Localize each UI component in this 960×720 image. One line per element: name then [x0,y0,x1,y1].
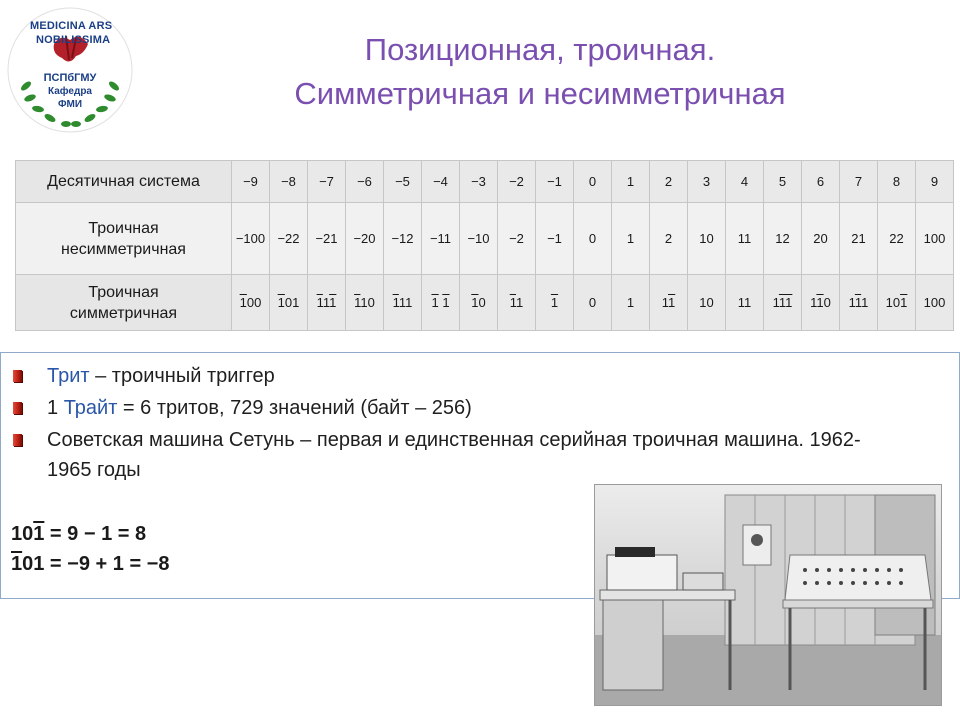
table-cell-asymmetric: 1 [612,203,650,275]
table-cell-symmetric [498,275,536,331]
digit-negative-one: 1 [550,295,559,310]
table-cell-asymmetric: 100 [916,203,954,275]
digit-group: 10 [885,295,901,310]
logo [6,6,134,134]
table-cell-decimal: 6 [802,161,840,203]
table-cell-asymmetric: 12 [764,203,802,275]
table-row-asymmetric [16,203,954,275]
bullet-text: Советская машина Сетунь – первая и единственная серийная троичная машина. 1962-1965 годы [47,429,861,481]
bullet-square-icon [13,434,22,446]
table-cell-symmetric [574,275,612,331]
digit-group: 1 [626,295,635,310]
row-label-line-1: Троичная [88,219,159,237]
bullet-square-icon [13,402,22,414]
bullet-text: – троичный триггер [89,365,275,387]
title-line-2: Симметричная и несимметричная [294,76,786,111]
bullet-square-icon [13,370,22,382]
digit-negative-one: 1 [329,295,337,310]
digit-group: 0 [588,295,597,310]
table-cell-symmetric [840,275,878,331]
table-cell-decimal: 5 [764,161,802,203]
digit-negative-one: 1 [471,295,479,310]
digit-negative-one: 1 [442,295,450,310]
equation-part: 10 [11,523,34,545]
bullet-list [11,361,891,487]
table-cell-decimal: −6 [346,161,384,203]
digit-group: 11 [398,295,413,310]
table-cell-asymmetric: −21 [308,203,346,275]
digit-negative-one: 1 [392,295,399,310]
digit-negative-one: 1 [816,295,824,310]
table-cell-asymmetric: −22 [270,203,308,275]
equation-1 [11,519,169,549]
table-cell-symmetric [232,275,270,331]
table-cell-decimal: 4 [726,161,764,203]
digit-group: 1 [772,295,779,310]
table-cell-symmetric [916,275,954,331]
table-cell-asymmetric: 10 [688,203,726,275]
table-cell-asymmetric: 11 [726,203,764,275]
table-cell-decimal: −5 [384,161,422,203]
row-label-line-1: Троичная [88,283,159,301]
bullet-prefix: 1 [47,397,64,419]
table-cell-decimal: −2 [498,161,536,203]
table-cell-asymmetric: 22 [878,203,916,275]
row-label-text: Десятичная система [47,173,200,190]
table-cell-decimal: −1 [536,161,574,203]
equation-part-overlined: 1 [33,523,45,545]
conversion-table [15,160,954,331]
table-cell-asymmetric: 20 [802,203,840,275]
digit-group: 1 [810,295,817,310]
digit-group: 00 [246,295,262,310]
digit-group: 1 [661,295,669,310]
bullet-item-trit [11,361,891,391]
table-cell-symmetric [308,275,346,331]
table-cell-decimal: 7 [840,161,878,203]
table-cell-asymmetric: −12 [384,203,422,275]
table-cell-decimal: 2 [650,161,688,203]
table-cell-asymmetric: 2 [650,203,688,275]
digit-group: 1 [848,295,855,310]
table-cell-asymmetric: −2 [498,203,536,275]
equation-part: = 9 − 1 = 8 [44,523,147,545]
digit-negative-one: 1 [431,295,439,310]
table-cell-asymmetric: −11 [422,203,460,275]
table-cell-symmetric [384,275,422,331]
digit-group: 01 [284,295,300,310]
row-label-asymmetric [16,203,232,275]
row-label-decimal [16,161,232,203]
digit-negative-one: 1 [277,295,285,310]
digit-negative-one: 1 [668,295,676,310]
table-cell-asymmetric: −10 [460,203,498,275]
digit-negative-one: 1 [239,295,247,310]
digit-group: 1 [516,295,524,310]
digit-negative-one: 11 [778,295,793,310]
table-cell-symmetric [764,275,802,331]
digit-negative-one: 1 [509,295,517,310]
table-cell-symmetric [270,275,308,331]
equation-part-overlined: 1 [11,553,23,575]
digit-group: 10 [360,295,375,310]
bullet-text: = 6 тритов, 729 значений (байт – 256) [117,397,472,419]
row-label-line-2: симметричная [69,304,178,322]
table-cell-asymmetric: −100 [232,203,270,275]
table-cell-asymmetric: −20 [346,203,384,275]
table-cell-decimal: −4 [422,161,460,203]
table-cell-symmetric [536,275,574,331]
row-label-symmetric [16,275,232,331]
table-cell-decimal: 1 [612,161,650,203]
setun-photo [594,484,942,706]
digit-group: 100 [923,295,946,310]
table-cell-symmetric [346,275,384,331]
digit-negative-one: 1 [354,295,361,310]
equations [11,519,169,579]
table-cell-decimal: −3 [460,161,498,203]
table-cell-symmetric [878,275,916,331]
digit-group: 1 [861,295,869,310]
row-label-line-2: несимметричная [61,240,186,258]
bullet-item-setun [11,425,891,485]
table-cell-decimal: −7 [308,161,346,203]
digit-negative-one: 1 [316,295,323,310]
table-row-decimal [16,161,954,203]
digit-group: 10 [699,295,714,310]
table-cell-asymmetric: 21 [840,203,878,275]
digit-group: 1 [322,295,330,310]
table-cell-decimal: −9 [232,161,270,203]
digit-group: 0 [478,295,486,310]
table-cell-asymmetric: 0 [574,203,612,275]
table-cell-decimal: 8 [878,161,916,203]
table-cell-symmetric [422,275,460,331]
table-cell-decimal: 9 [916,161,954,203]
table-cell-symmetric [802,275,840,331]
logo-department-name: ФМИ [57,99,83,110]
logo-department-label: Кафедра [48,86,92,97]
term-trit: Трит [47,365,90,387]
table-row-symmetric [16,275,954,331]
table-cell-decimal: −8 [270,161,308,203]
table-cell-decimal: 3 [688,161,726,203]
logo-motto-line-2: NOBILISSIMA [36,34,111,46]
setun-computer-icon [595,485,941,705]
title-line-1: Позиционная, троичная. [364,32,716,67]
digit-negative-one: 1 [900,295,908,310]
table-cell-symmetric [612,275,650,331]
equation-2 [11,549,169,579]
digit-group: 11 [737,295,752,310]
table-cell-decimal: 0 [574,161,612,203]
digit-group: 0 [823,295,831,310]
slide-title [160,28,920,116]
digit-negative-one: 1 [854,295,862,310]
table-cell-symmetric [460,275,498,331]
equation-part: 01 = −9 + 1 = −8 [22,553,170,575]
logo-university: ПСПбГМУ [43,72,97,84]
bullet-item-tryte [11,393,891,423]
term-tryte: Трайт [63,397,118,419]
table-cell-asymmetric: −1 [536,203,574,275]
logo-motto-line-1: MEDICINA ARS [30,20,113,32]
table-cell-symmetric [650,275,688,331]
table-cell-symmetric [688,275,726,331]
table-cell-symmetric [726,275,764,331]
